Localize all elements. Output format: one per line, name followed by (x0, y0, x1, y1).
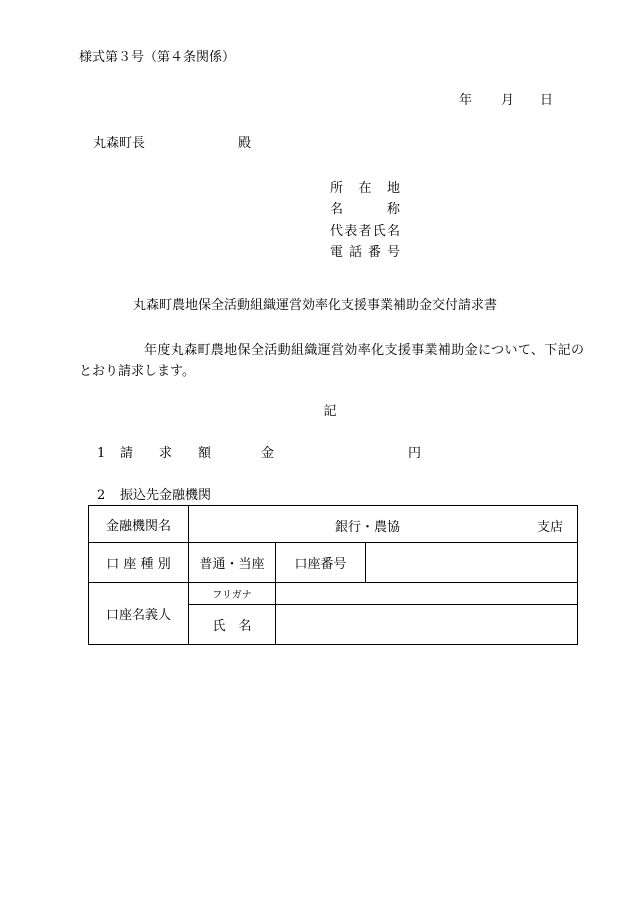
item1-yen: 円 (408, 446, 422, 461)
name-field (276, 605, 578, 645)
bank-table (88, 505, 578, 645)
applicant-representative-label: 代表者氏名 (330, 223, 400, 239)
item2-number: 2 (97, 488, 106, 503)
applicant-address-label: 所 在 地 (330, 180, 400, 196)
account-type-label: 口 座 種 別 (89, 543, 189, 583)
item-bank (97, 488, 211, 504)
item-request-amount (97, 446, 421, 462)
document-title: 丸森町農地保全活動組織運営効率化支援事業補助金交付請求書 (132, 298, 497, 313)
ki-heading: 記 (323, 404, 337, 419)
date-year: 年 (459, 93, 473, 108)
honorific: 殿 (238, 136, 252, 151)
account-number-field (366, 543, 578, 583)
furigana-field (276, 583, 578, 605)
branch-label: 支店 (537, 520, 564, 535)
holder-label: 口座名義人 (89, 583, 189, 645)
date-day: 日 (540, 93, 554, 108)
applicant-name-label: 名 称 (330, 202, 400, 218)
applicant-block (330, 178, 400, 264)
applicant-phone-label: 電 話 番 号 (330, 245, 400, 261)
addressee: 丸森町長 (93, 136, 146, 151)
form-number: 様式第３号（第４条関係） (79, 50, 236, 65)
item2-label: 振込先金融機関 (120, 488, 212, 503)
bank-name-label: 金融機関名 (89, 506, 189, 543)
account-number-label: 口座番号 (276, 543, 366, 583)
bank-type: 銀行・農協 (335, 520, 401, 535)
name-label: 氏 名 (189, 605, 276, 645)
item1-number: 1 (97, 446, 106, 461)
furigana-label: フリガナ (189, 583, 276, 605)
account-type-value: 普通・当座 (189, 543, 276, 583)
body-text: 年度丸森町農地保全活動組織運営効率化支援事業補助金について、下記のとおり請求します。 (79, 343, 584, 379)
date-month: 月 (501, 93, 515, 108)
item1-label: 請 求 額 (120, 446, 212, 461)
item1-kin: 金 (261, 446, 275, 461)
bank-name-cell (189, 506, 578, 543)
